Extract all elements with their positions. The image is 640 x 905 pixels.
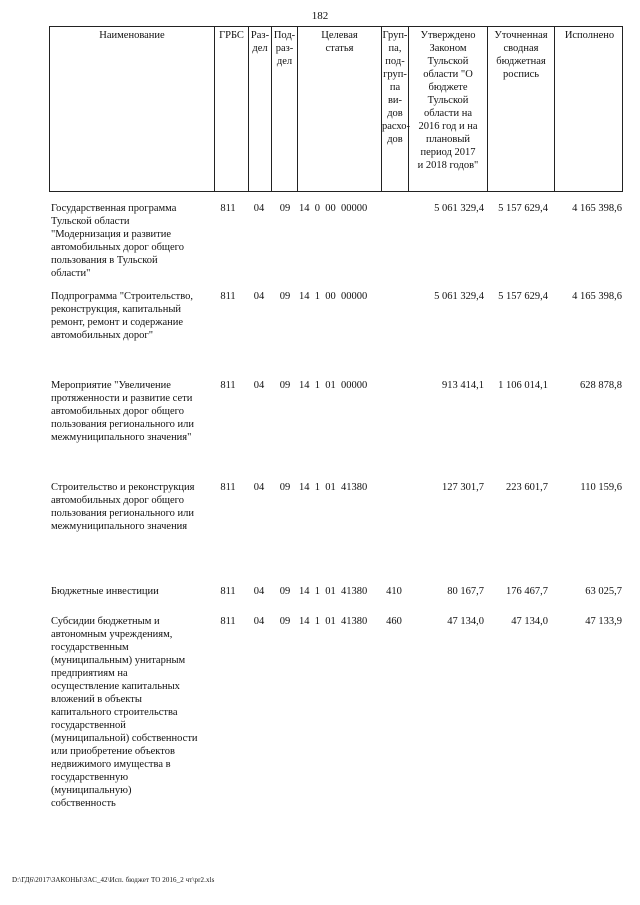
row-executed: 47 133,9 — [585, 616, 622, 627]
row-vid: 410 — [386, 586, 402, 597]
row-vid: 460 — [386, 616, 402, 627]
row-podrazdel: 09 — [279, 616, 291, 627]
row-refined: 1 106 014,1 — [498, 380, 548, 391]
row-approved: 913 414,1 — [442, 380, 484, 391]
header-target-text: Целевая статья — [321, 30, 358, 54]
row-razdel: 04 — [253, 291, 265, 302]
row-refined: 5 157 629,4 — [498, 291, 548, 302]
row-approved: 47 134,0 — [447, 616, 484, 627]
header-refined-text: Уточненная сводная бюджетная роспись — [494, 30, 548, 80]
row-razdel: 04 — [253, 380, 265, 391]
row-name: Государственная программа Тульской области "Модернизация и развитие автомобильных дорог общего пользования в Тульской области" — [51, 203, 184, 279]
header-name-text: Наименование — [99, 30, 165, 41]
row-approved: 80 167,7 — [447, 586, 484, 597]
header-podrazdel-text: Под- раз- дел — [273, 30, 296, 67]
row-razdel: 04 — [253, 203, 265, 214]
row-name: Строительство и реконструкция автомобильных дорог общего пользования регионального или межмуниципального значения — [51, 482, 195, 532]
header-grbs — [214, 27, 248, 191]
row-podrazdel: 09 — [279, 380, 291, 391]
header-razdel — [248, 27, 271, 191]
row-razdel: 04 — [253, 586, 265, 597]
row-executed: 110 159,6 — [580, 482, 622, 493]
row-refined: 176 467,7 — [506, 586, 548, 597]
header-executed — [554, 27, 624, 191]
header-razdel-text: Раз- дел — [250, 30, 270, 54]
row-name: Мероприятие "Увеличение протяженности и развитие сети автомобильных дорог общего пользования регионального или межмуниципального значения" — [51, 380, 195, 443]
header-vid — [381, 27, 411, 191]
row-grbs: 811 — [220, 203, 236, 214]
row-target: 14 1 01 00000 — [299, 380, 368, 391]
header-vid-text: Груп- па, под- груп- па ви- дов расхо- дов — [382, 30, 411, 145]
header-approved-text: Утверждено Законом Тульской области "О бюджете Тульской области на 2016 год и на плановый период 2017 и 2018 годов" — [417, 30, 479, 171]
row-grbs: 811 — [220, 616, 236, 627]
row-target: 14 0 00 00000 — [299, 203, 368, 214]
row-approved: 127 301,7 — [442, 482, 484, 493]
header-name — [50, 27, 214, 191]
header-target — [297, 27, 381, 191]
row-target: 14 1 01 41380 — [299, 482, 368, 493]
row-grbs: 811 — [220, 482, 236, 493]
header-podrazdel — [271, 27, 297, 191]
header-executed-text: Исполнено — [564, 30, 615, 41]
row-name: Субсидии бюджетным и автономным учреждениям, государственным (муниципальным) унитарным предприятиям на осуществление капитальных вложений в объекты капитального строительства государственной (муниципальной) собственности или приобретение объектов недвижимого имущества в государственную (муниципальную) собственность — [51, 616, 198, 809]
row-refined: 5 157 629,4 — [498, 203, 548, 214]
file-path-footer: D:\ГД6\2017\ЗАКОНЫ\ЗАС_42\Исп. бюджет ТО 2016_2 чт\pr2.xls — [12, 876, 215, 884]
row-razdel: 04 — [253, 482, 265, 493]
row-executed: 63 025,7 — [585, 586, 622, 597]
row-grbs: 811 — [220, 586, 236, 597]
row-razdel: 04 — [253, 616, 265, 627]
row-refined: 47 134,0 — [511, 616, 548, 627]
row-approved: 5 061 329,4 — [434, 291, 484, 302]
row-executed: 4 165 398,6 — [572, 291, 622, 302]
table-header — [49, 26, 623, 192]
row-target: 14 1 00 00000 — [299, 291, 368, 302]
row-podrazdel: 09 — [279, 482, 291, 493]
row-podrazdel: 09 — [279, 291, 291, 302]
row-executed: 4 165 398,6 — [572, 203, 622, 214]
header-grbs-text: ГРБС — [219, 30, 244, 41]
row-podrazdel: 09 — [279, 586, 291, 597]
row-name: Бюджетные инвестиции — [51, 586, 159, 597]
row-podrazdel: 09 — [279, 203, 291, 214]
row-target: 14 1 01 41380 — [299, 586, 368, 597]
page-number: 182 — [311, 10, 329, 22]
header-approved — [408, 27, 487, 191]
row-target: 14 1 01 41380 — [299, 616, 368, 627]
row-approved: 5 061 329,4 — [434, 203, 484, 214]
header-refined — [487, 27, 554, 191]
row-grbs: 811 — [220, 291, 236, 302]
row-refined: 223 601,7 — [506, 482, 548, 493]
row-grbs: 811 — [220, 380, 236, 391]
row-name: Подпрограмма "Строительство, реконструкция, капитальный ремонт, ремонт и содержание автомобильных дорог" — [51, 291, 193, 341]
row-executed: 628 878,8 — [580, 380, 622, 391]
